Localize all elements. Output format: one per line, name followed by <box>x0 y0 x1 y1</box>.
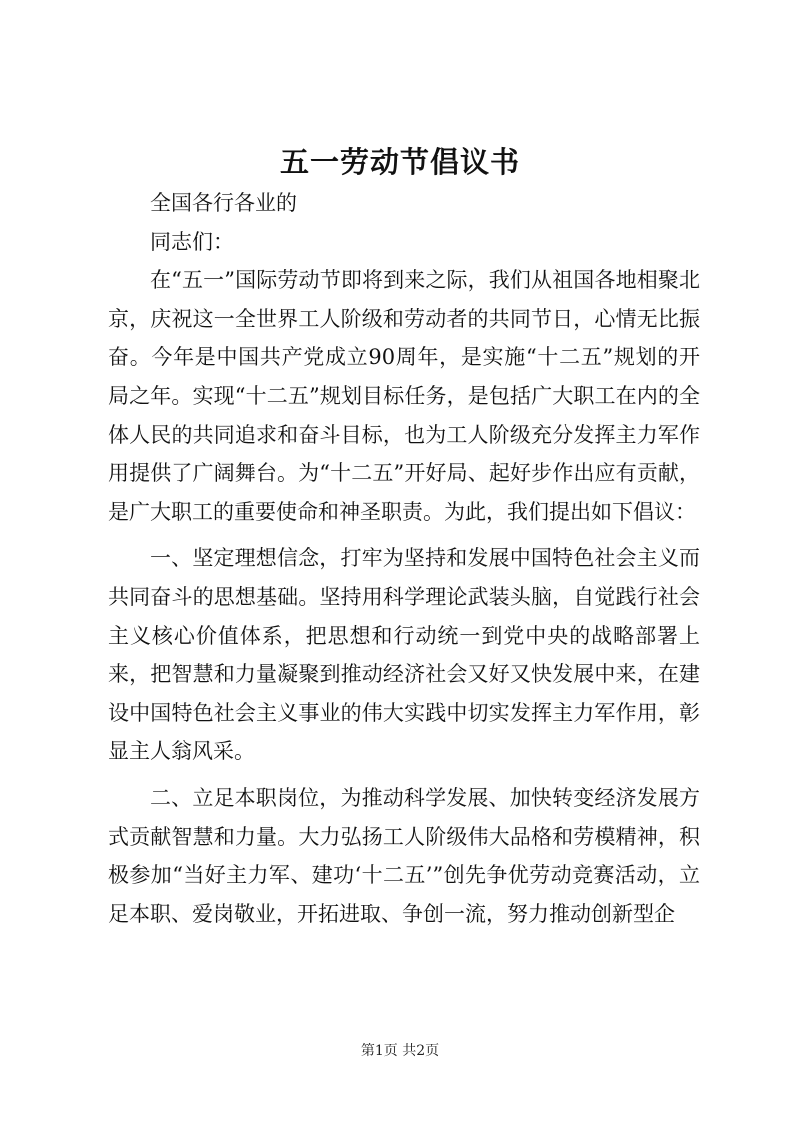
page-footer: 第1页 共2页 <box>360 1043 440 1059</box>
salutation-line: 同志们： <box>150 229 234 254</box>
document-body <box>108 184 700 933</box>
salutation-line: 全国各行各业的 <box>150 191 297 215</box>
document-title: 五一劳动节倡议书 <box>279 145 520 179</box>
body-paragraph: 一、坚定理想信念，打牢为坚持和发展中国特色社会主义而共同奋斗的思想基础。坚持用科学理论武装头脑，自觉践行社会主义核心价值体系，把思想和行动统一到党中央的战略部署上来，把智慧和力量凝聚到推动经济社会又好又快发展中来，在建设中国特色社会主义事业的伟大实践中切实发挥主力军作用，彰显主人翁风采。 <box>108 546 700 764</box>
body-paragraph: 二、立足本职岗位，为推动科学发展、加快转变经济发展方式贡献智慧和力量。大力弘扬工人阶级伟大品格和劳模精神，积极参加“当好主力军、建功‘十二五’”创先争优劳动竞赛活动，立足本职、爱岗敬业，开拓进取、争创一流，努力推动创新型企 <box>108 785 700 926</box>
body-paragraph: 在“五一”国际劳动节即将到来之际，我们从祖国各地相聚北京，庆祝这一全世界工人阶级和劳动者的共同节日，心情无比振奋。今年是中国共产党成立90周年，是实施“十二五”规划的开局之年。实现“十二五”规划目标任务，是包括广大职工在内的全体人民的共同追求和奋斗目标，也为工人阶级充分发挥主力军作用提供了广阔舞台。为“十二五”开好局、起好步作出应有贡献，是广大职工的重要使命和神圣职责。为此，我们提出如下倡议： <box>108 268 700 524</box>
